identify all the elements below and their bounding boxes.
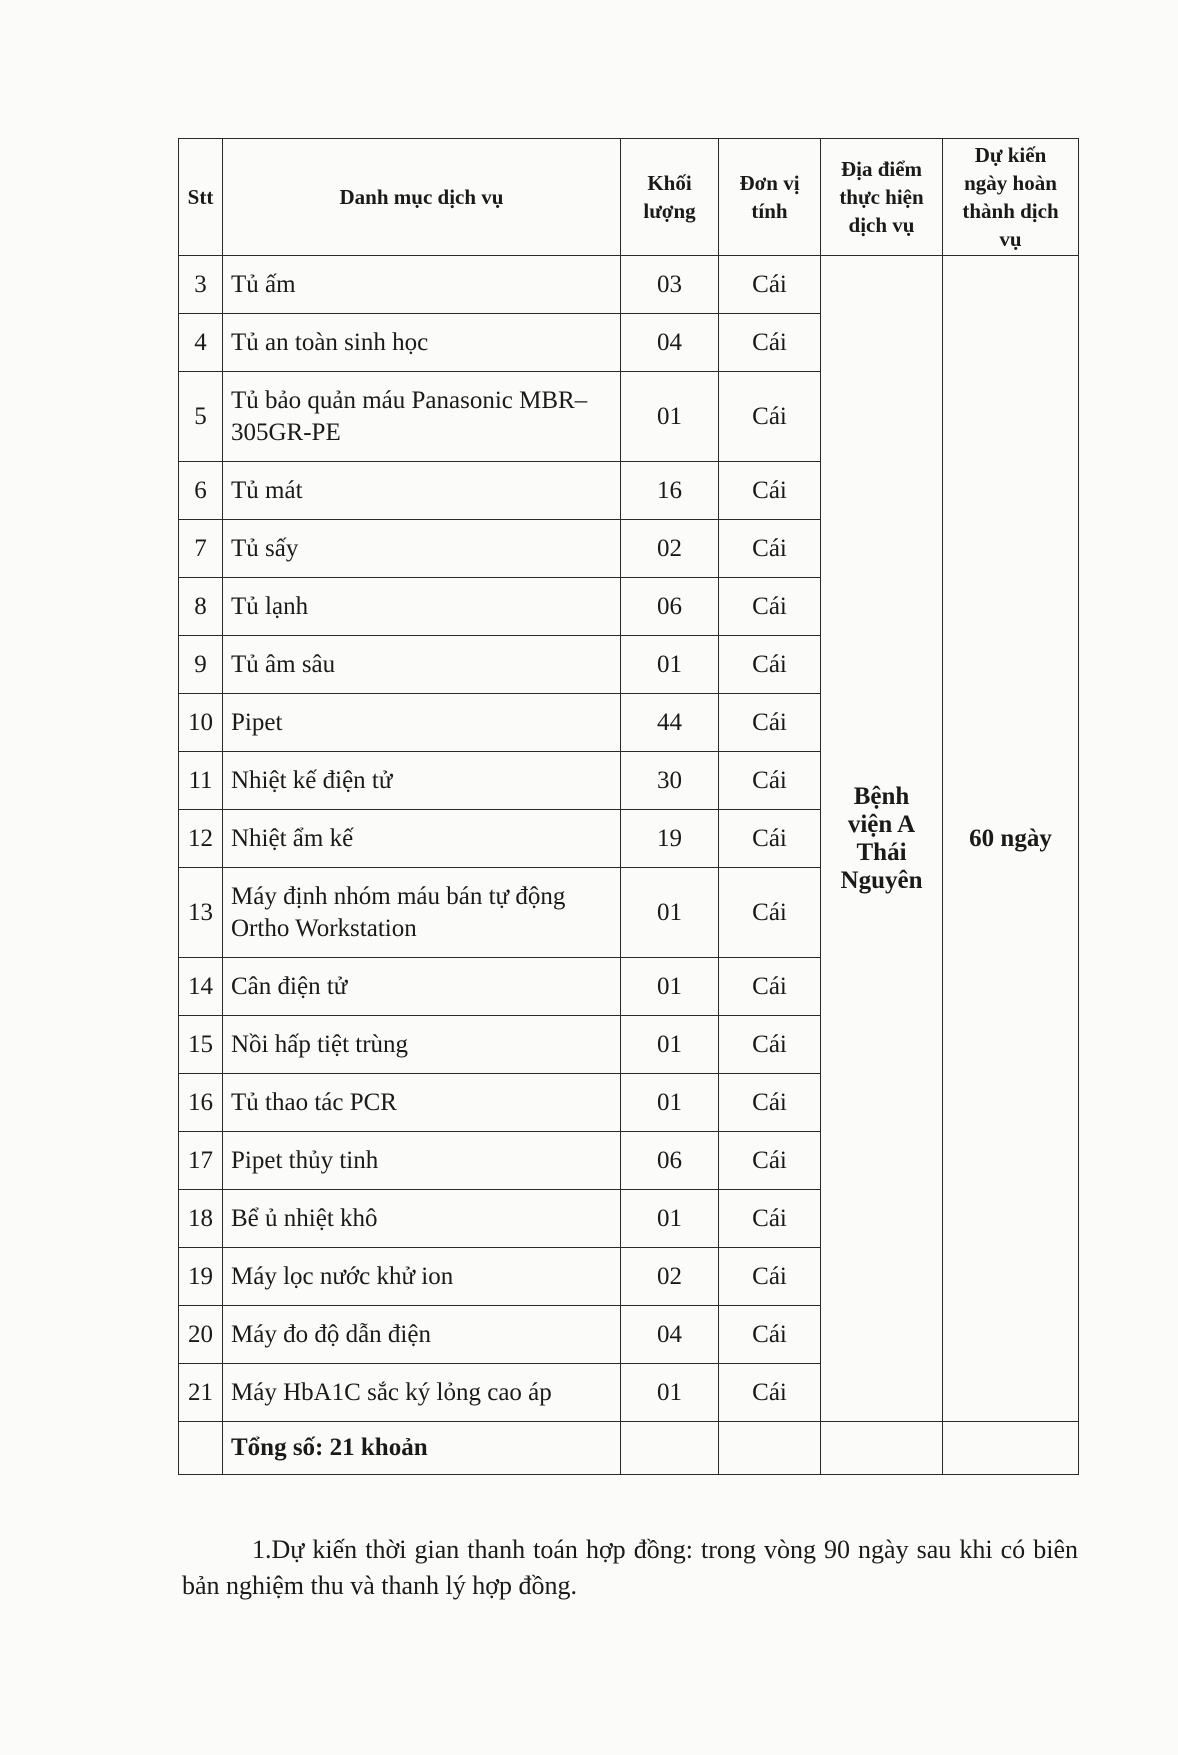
row-qty: 01 [621, 868, 719, 958]
row-qty: 01 [621, 1364, 719, 1422]
row-name: Nồi hấp tiệt trùng [223, 1016, 621, 1074]
table-row [179, 256, 1079, 314]
row-qty: 01 [621, 958, 719, 1016]
row-stt: 17 [179, 1132, 223, 1190]
total-label: Tổng số: 21 khoản [223, 1422, 621, 1475]
row-qty: 02 [621, 1248, 719, 1306]
row-name: Cân điện tử [223, 958, 621, 1016]
row-unit: Cái [719, 1016, 821, 1074]
row-unit: Cái [719, 578, 821, 636]
total-qty-cell [621, 1422, 719, 1475]
header-stt: Stt [179, 139, 223, 256]
row-name: Tủ bảo quản máu Panasonic MBR–305GR-PE [223, 372, 621, 462]
row-name: Máy HbA1C sắc ký lỏng cao áp [223, 1364, 621, 1422]
row-stt: 6 [179, 462, 223, 520]
header-name: Danh mục dịch vụ [223, 139, 621, 256]
row-name: Nhiệt ẩm kế [223, 810, 621, 868]
row-unit: Cái [719, 810, 821, 868]
row-name: Tủ mát [223, 462, 621, 520]
row-qty: 02 [621, 520, 719, 578]
row-name: Máy định nhóm máu bán tự động Ortho Workstation [223, 868, 621, 958]
row-stt: 21 [179, 1364, 223, 1422]
row-stt: 19 [179, 1248, 223, 1306]
row-name: Máy lọc nước khử ion [223, 1248, 621, 1306]
row-stt: 4 [179, 314, 223, 372]
row-qty: 01 [621, 1190, 719, 1248]
row-stt: 15 [179, 1016, 223, 1074]
row-name: Tủ an toàn sinh học [223, 314, 621, 372]
row-qty: 03 [621, 256, 719, 314]
row-unit: Cái [719, 256, 821, 314]
row-unit: Cái [719, 314, 821, 372]
row-name: Nhiệt kế điện tử [223, 752, 621, 810]
row-stt: 11 [179, 752, 223, 810]
row-unit: Cái [719, 868, 821, 958]
row-qty: 04 [621, 314, 719, 372]
services-table [178, 138, 1079, 1475]
completion-duration: 60 ngày [943, 256, 1079, 1422]
row-stt: 14 [179, 958, 223, 1016]
row-qty: 01 [621, 1016, 719, 1074]
row-name: Tủ âm sâu [223, 636, 621, 694]
row-qty: 06 [621, 1132, 719, 1190]
payment-note-text: 1.Dự kiến thời gian thanh toán hợp đồng: trong vòng 90 ngày sau khi có biên bản nghiệm thu và thanh lý hợp đồng. [182, 1535, 1078, 1600]
row-name: Pipet thủy tinh [223, 1132, 621, 1190]
row-qty: 01 [621, 372, 719, 462]
total-row [179, 1422, 1079, 1475]
total-duration-cell [943, 1422, 1079, 1475]
total-stt-cell [179, 1422, 223, 1475]
row-stt: 20 [179, 1306, 223, 1364]
row-qty: 19 [621, 810, 719, 868]
row-qty: 04 [621, 1306, 719, 1364]
row-qty: 01 [621, 1074, 719, 1132]
row-unit: Cái [719, 462, 821, 520]
row-stt: 3 [179, 256, 223, 314]
row-stt: 13 [179, 868, 223, 958]
row-stt: 5 [179, 372, 223, 462]
total-location-cell [821, 1422, 943, 1475]
row-name: Tủ thao tác PCR [223, 1074, 621, 1132]
row-unit: Cái [719, 752, 821, 810]
row-name: Bể ủ nhiệt khô [223, 1190, 621, 1248]
header-location: Địa điểm thực hiện dịch vụ [821, 139, 943, 256]
row-stt: 16 [179, 1074, 223, 1132]
row-unit: Cái [719, 1364, 821, 1422]
row-unit: Cái [719, 636, 821, 694]
table-header-row [179, 139, 1079, 256]
row-unit: Cái [719, 694, 821, 752]
row-unit: Cái [719, 1074, 821, 1132]
row-name: Máy đo độ dẫn điện [223, 1306, 621, 1364]
row-name: Tủ lạnh [223, 578, 621, 636]
row-qty: 44 [621, 694, 719, 752]
row-qty: 01 [621, 636, 719, 694]
row-qty: 06 [621, 578, 719, 636]
row-name: Pipet [223, 694, 621, 752]
row-stt: 18 [179, 1190, 223, 1248]
header-unit: Đơn vị tính [719, 139, 821, 256]
payment-note [182, 1532, 1078, 1604]
row-stt: 7 [179, 520, 223, 578]
header-duration: Dự kiến ngày hoàn thành dịch vụ [943, 139, 1079, 256]
row-qty: 16 [621, 462, 719, 520]
row-unit: Cái [719, 958, 821, 1016]
total-unit-cell [719, 1422, 821, 1475]
row-qty: 30 [621, 752, 719, 810]
row-stt: 12 [179, 810, 223, 868]
row-unit: Cái [719, 520, 821, 578]
row-stt: 9 [179, 636, 223, 694]
row-unit: Cái [719, 1248, 821, 1306]
row-stt: 8 [179, 578, 223, 636]
row-unit: Cái [719, 1132, 821, 1190]
row-name: Tủ ấm [223, 256, 621, 314]
service-location: Bệnh viện A Thái Nguyên [821, 256, 943, 1422]
row-unit: Cái [719, 372, 821, 462]
row-unit: Cái [719, 1306, 821, 1364]
row-stt: 10 [179, 694, 223, 752]
header-qty: Khối lượng [621, 139, 719, 256]
row-unit: Cái [719, 1190, 821, 1248]
row-name: Tủ sấy [223, 520, 621, 578]
